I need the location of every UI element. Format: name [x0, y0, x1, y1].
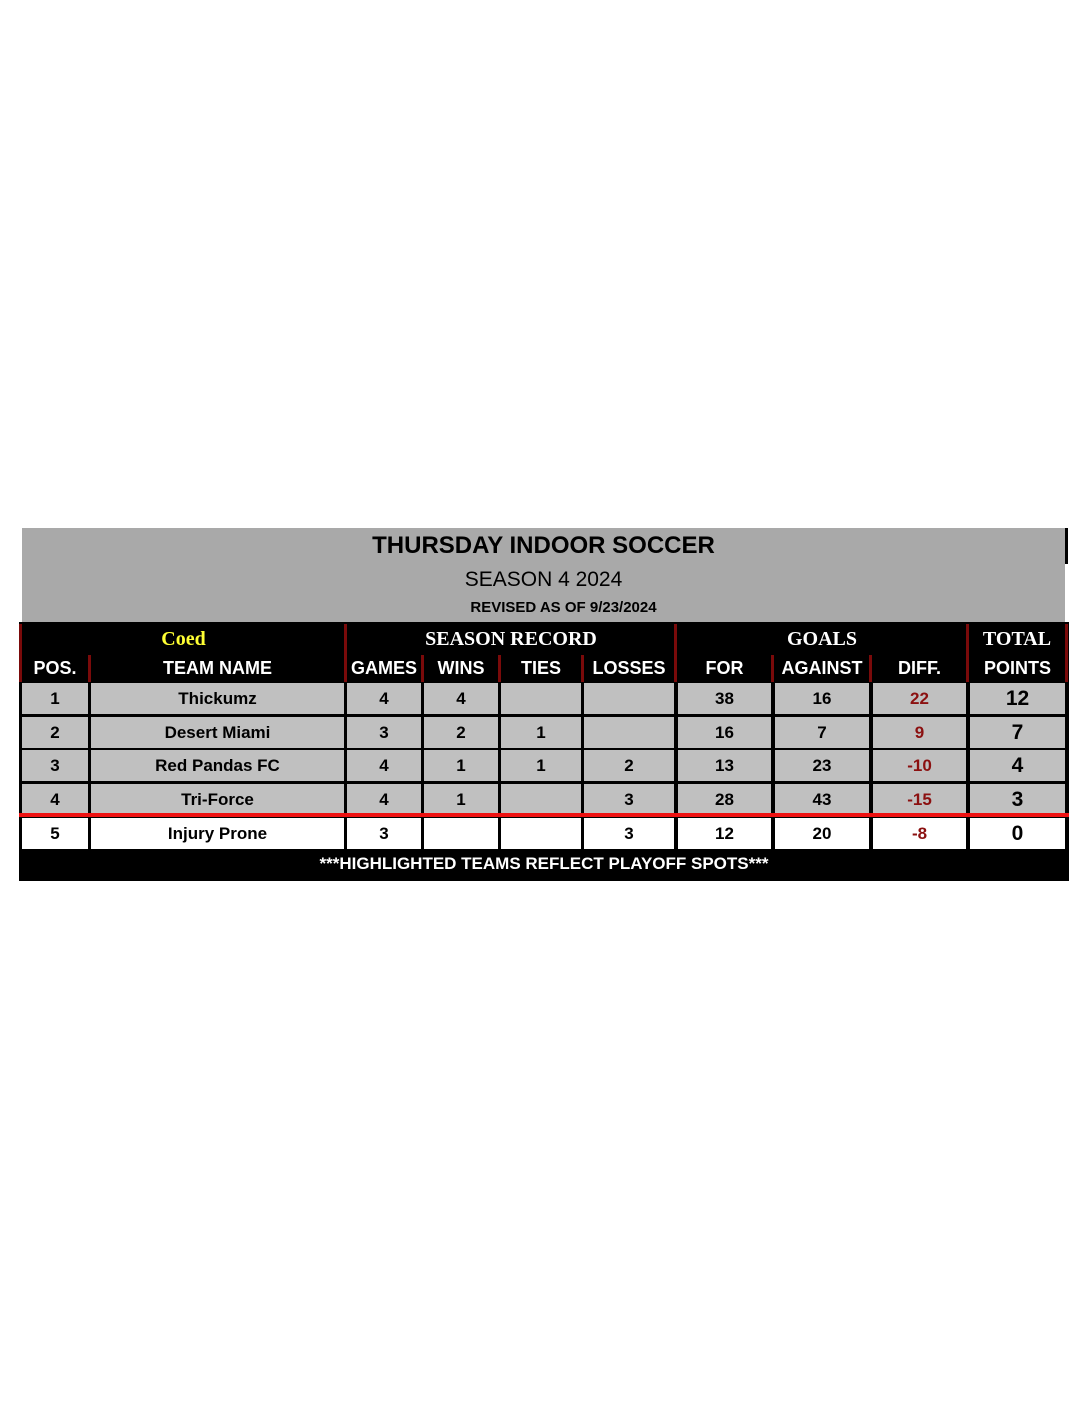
header-diff: DIFF. — [898, 657, 941, 678]
playoff-note: ***HIGHLIGHTED TEAMS REFLECT PLAYOFF SPOTS*** — [319, 854, 769, 873]
row-4-for-cell: 28 — [678, 784, 771, 815]
row-3-team-cell: Red Pandas FC — [91, 750, 344, 781]
row-5-team-cell: Injury Prone — [91, 818, 344, 849]
row-1-pos-cell: 1 — [22, 683, 88, 714]
row-4-against-cell: 43 — [775, 784, 869, 815]
row-5-losses-cell: 3 — [584, 818, 674, 849]
row-5-ties-cell — [501, 818, 581, 849]
row-3-against-cell: 23 — [775, 750, 869, 781]
row-1-games-cell: 4 — [347, 683, 421, 714]
title-block — [22, 528, 1065, 622]
revised-date: REVISED AS OF 9/23/2024 — [470, 599, 657, 616]
row-2-wins-cell: 2 — [424, 717, 498, 748]
row-4-wins-cell: 1 — [424, 784, 498, 815]
row-5-for-cell: 12 — [678, 818, 771, 849]
row-4-pos-cell: 4 — [22, 784, 88, 815]
row-2-against-cell: 7 — [775, 717, 869, 748]
column-divider — [869, 655, 872, 682]
season-record-group: SEASON RECORD — [425, 627, 597, 650]
row-1-ties-cell — [501, 683, 581, 714]
row-1-against-cell: 16 — [775, 683, 869, 714]
row-2-ties-cell: 1 — [501, 717, 581, 748]
row-1-losses-cell — [584, 683, 674, 714]
league-title: THURSDAY INDOOR SOCCER — [372, 532, 715, 559]
row-4-team-cell: Tri-Force — [91, 784, 344, 815]
division-label: Coed — [161, 627, 206, 650]
row-3-wins-cell: 1 — [424, 750, 498, 781]
row-1-for-cell: 38 — [678, 683, 771, 714]
row-3-diff-cell: -10 — [873, 750, 966, 781]
row-3-pos-cell: 3 — [22, 750, 88, 781]
row-5-wins-cell — [424, 818, 498, 849]
row-2-diff-cell: 9 — [873, 717, 966, 748]
playoff-cutoff-line — [19, 813, 1069, 817]
row-4-losses-cell: 3 — [584, 784, 674, 815]
header-for: FOR — [705, 657, 744, 678]
row-3-for-cell: 13 — [678, 750, 771, 781]
row-1-team-cell: Thickumz — [91, 683, 344, 714]
group-divider — [966, 624, 969, 682]
row-3-games-cell: 4 — [347, 750, 421, 781]
header-games: GAMES — [350, 657, 417, 678]
header-points: POINTS — [983, 657, 1051, 678]
row-5-diff-cell: -8 — [873, 818, 966, 849]
row-2-team-cell: Desert Miami — [91, 717, 344, 748]
header-pos: POS. — [33, 657, 77, 678]
row-3-ties-cell: 1 — [501, 750, 581, 781]
row-2-pos-cell: 2 — [22, 717, 88, 748]
row-2-losses-cell — [584, 717, 674, 748]
group-divider — [1065, 624, 1068, 682]
row-5-against-cell: 20 — [775, 818, 869, 849]
row-4-points-cell: 3 — [970, 784, 1065, 815]
header-ties: TIES — [520, 657, 561, 678]
column-divider — [771, 655, 774, 682]
goals-group: GOALS — [786, 627, 858, 650]
row-3-points-cell: 4 — [970, 750, 1065, 781]
row-4-games-cell: 4 — [347, 784, 421, 815]
header-wins: WINS — [437, 657, 485, 678]
row-1-wins-cell: 4 — [424, 683, 498, 714]
row-2-for-cell: 16 — [678, 717, 771, 748]
header-team-name: TEAM NAME — [163, 657, 272, 678]
row-5-pos-cell: 5 — [22, 818, 88, 849]
row-2-games-cell: 3 — [347, 717, 421, 748]
row-4-ties-cell — [501, 784, 581, 815]
group-divider — [674, 624, 677, 682]
total-group: TOTAL — [982, 627, 1052, 650]
title-border — [1065, 528, 1068, 564]
row-1-points-cell: 12 — [970, 683, 1065, 714]
row-1-diff-cell: 22 — [873, 683, 966, 714]
header-against: AGAINST — [781, 657, 863, 678]
row-5-games-cell: 3 — [347, 818, 421, 849]
row-3-losses-cell: 2 — [584, 750, 674, 781]
row-5-points-cell: 0 — [970, 818, 1065, 849]
row-2-points-cell: 7 — [970, 717, 1065, 748]
season-title: SEASON 4 2024 — [464, 568, 623, 591]
row-4-diff-cell: -15 — [873, 784, 966, 815]
header-losses: LOSSES — [592, 657, 666, 678]
